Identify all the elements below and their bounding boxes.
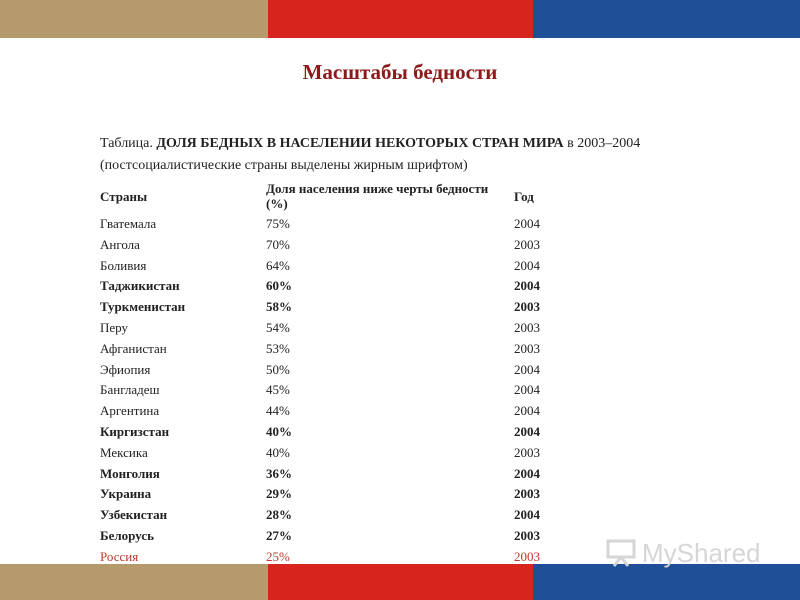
cell-country: Монголия (100, 465, 160, 481)
table-row (96, 380, 618, 401)
cell-year: 2004 (514, 423, 540, 439)
cell-year: 2004 (514, 257, 540, 273)
table-row (96, 443, 618, 464)
cell-share: 28% (266, 507, 292, 523)
cell-year: 2004 (514, 382, 540, 398)
table-row (96, 256, 618, 277)
table-row (96, 422, 618, 443)
cell-country: Бангладеш (100, 382, 160, 398)
slide-title: Масштабы бедности (302, 60, 498, 84)
presentation-icon (606, 539, 636, 567)
band-gold-bottom (0, 564, 268, 600)
cell-country: Россия (100, 548, 139, 564)
cell-year: 2003 (514, 548, 540, 564)
caption-note: (постсоциалистические страны выделены жирным шрифтом) (100, 158, 468, 173)
table-row (96, 401, 618, 422)
cell-share: 75% (266, 216, 290, 231)
header-year: Год (514, 188, 534, 204)
cell-year: 2003 (514, 236, 540, 252)
cell-share: 53% (266, 340, 290, 356)
band-gold (0, 0, 268, 38)
cell-country: Боливия (100, 257, 147, 273)
band-blue (533, 0, 800, 38)
cell-year: 2004 (514, 361, 540, 377)
table-row (96, 526, 618, 547)
poverty-table (96, 180, 618, 568)
cell-year: 2003 (514, 299, 540, 315)
cell-year: 2003 (514, 340, 540, 356)
cell-country: Эфиопия (100, 361, 151, 377)
cell-country: Таджикистан (100, 278, 180, 294)
cell-country: Ангола (100, 236, 140, 252)
table-row (96, 214, 618, 235)
cell-share: 60% (266, 278, 292, 294)
caption-prefix: Таблица. (100, 136, 157, 151)
header-country: Страны (100, 188, 148, 204)
caption-bold: ДОЛЯ БЕДНЫХ В НАСЕЛЕНИИ НЕКОТОРЫХ СТРАН МИРА (156, 136, 564, 151)
cell-country: Мексика (100, 444, 148, 460)
cell-share: 29% (266, 486, 292, 502)
cell-share: 45% (266, 382, 290, 398)
watermark-text: MyShared (642, 537, 761, 568)
table-row (96, 297, 618, 318)
cell-share: 70% (266, 236, 290, 252)
band-red-bottom (268, 564, 533, 600)
caption-suffix: в 2003–2004 (563, 136, 641, 151)
table-caption (100, 133, 740, 177)
table-row (96, 505, 618, 526)
table-row (96, 235, 618, 256)
table-row (96, 360, 618, 381)
cell-share: 50% (266, 361, 290, 377)
cell-year: 2004 (514, 216, 540, 231)
cell-share: 25% (266, 548, 290, 564)
table-body (96, 214, 618, 568)
cell-share: 64% (266, 257, 290, 273)
cell-country: Афганистан (100, 340, 167, 356)
cell-country: Перу (100, 319, 128, 335)
table-row (96, 339, 618, 360)
cell-country: Гватемала (100, 216, 157, 231)
cell-country: Белорусь (100, 527, 154, 543)
cell-share: 44% (266, 403, 290, 419)
cell-share: 36% (266, 465, 292, 481)
cell-country: Украина (100, 486, 152, 502)
cell-share: 58% (266, 299, 292, 315)
header-share: Доля населения ниже черты бедности (%) (266, 181, 489, 211)
cell-country: Узбекистан (100, 507, 168, 523)
cell-year: 2004 (514, 403, 540, 419)
cell-year: 2003 (514, 319, 540, 335)
cell-year: 2003 (514, 486, 540, 502)
cell-country: Аргентина (100, 403, 160, 419)
cell-year: 2004 (514, 507, 540, 523)
cell-country: Киргизстан (100, 423, 170, 439)
table-row (96, 276, 618, 297)
cell-year: 2003 (514, 527, 540, 543)
cell-year: 2004 (514, 278, 540, 294)
table-header-row (96, 180, 618, 214)
band-red (268, 0, 533, 38)
watermark (606, 536, 796, 570)
top-color-band (0, 0, 800, 38)
table-row (96, 318, 618, 339)
cell-share: 40% (266, 423, 292, 439)
cell-share: 54% (266, 319, 290, 335)
cell-share: 27% (266, 527, 292, 543)
table-row (96, 464, 618, 485)
cell-year: 2003 (514, 444, 540, 460)
cell-year: 2004 (514, 465, 540, 481)
cell-country: Туркменистан (100, 299, 186, 315)
table-row (96, 484, 618, 505)
cell-share: 40% (266, 444, 290, 460)
